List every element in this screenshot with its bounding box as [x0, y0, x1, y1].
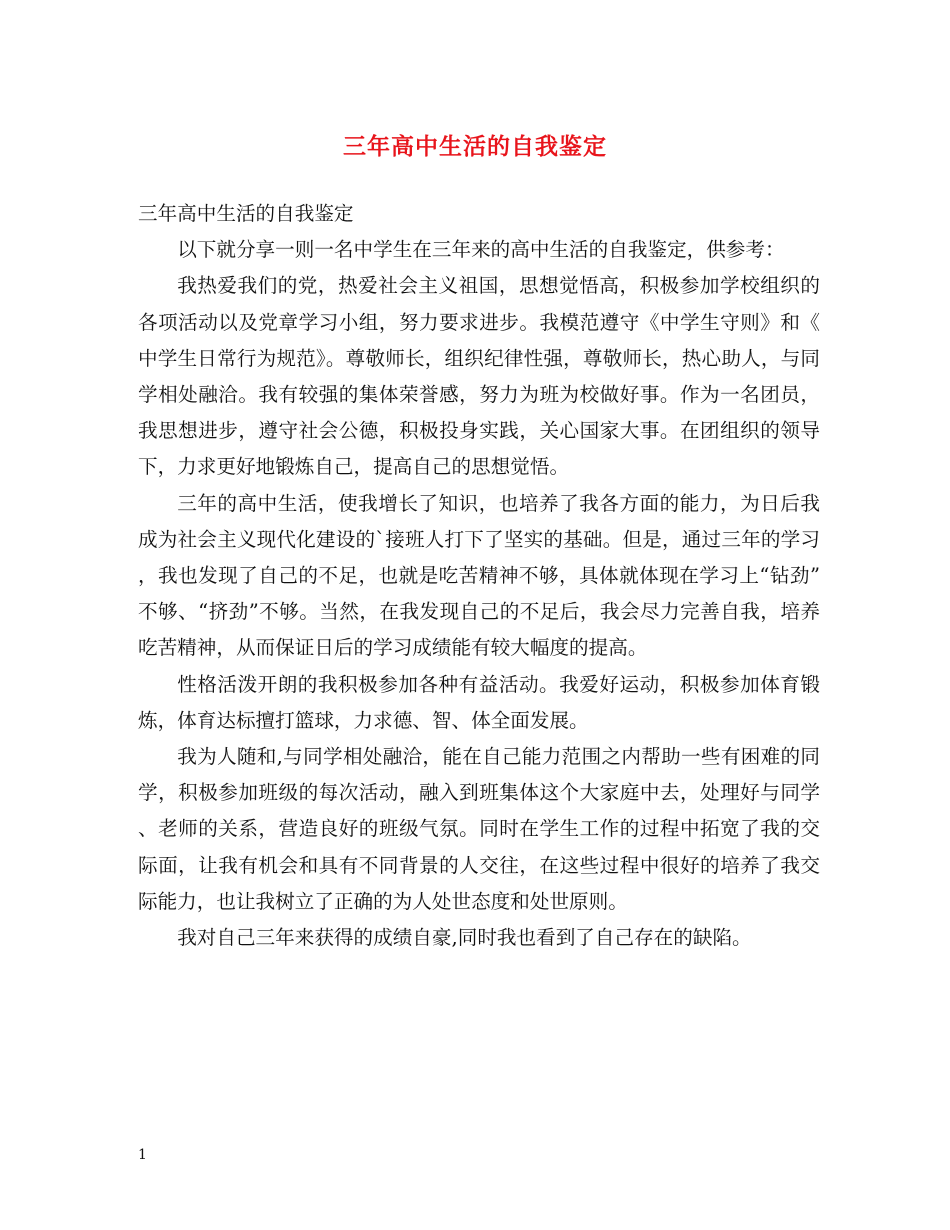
paragraph-relationships: 我为人随和,与同学相处融洽，能在自己能力范围之内帮助一些有困难的同学，积极参加班级的每次活动，融入到班集体这个大家庭中去，处理好与同学、老师的关系，营造良好的班级气氛。同时在学生工作的过程中拓宽了我的交际面，让我有机会和具有不同背景的人交往，在这些过程中很好的培养了我交际能力，也让我树立了正确的为人处世态度和处世原则。 — [138, 745, 820, 913]
document-body — [138, 196, 820, 956]
page-number: 1 — [138, 1147, 147, 1163]
paragraph-political: 我热爱我们的党，热爱社会主义祖国，思想觉悟高，积极参加学校组织的各项活动以及党章学习小组，努力要求进步。我模范遵守《中学生守则》和《中学生日常行为规范》。尊敬师长，组织纪律性强，尊敬师长，热心助人，与同学相处融洽。我有较强的集体荣誉感，努力为班为校做好事。作为一名团员，我思想进步，遵守社会公德，积极投身实践，关心国家大事。在团组织的领导下，力求更好地锻炼自己，提高自己的思想觉悟。 — [138, 274, 820, 479]
intro-paragraph: 以下就分享一则一名中学生在三年来的高中生活的自我鉴定，供参考： — [177, 238, 785, 262]
paragraph-study: 三年的高中生活，使我增长了知识，也培养了我各方面的能力，为日后我成为社会主义现代化建设的`接班人打下了坚实的基础。但是，通过三年的学习，我也发现了自己的不足，也就是吃苦精神不够，具体就体现在学习上“钻劲”不够、“挤劲”不够。当然，在我发现自己的不足后，我会尽力完善自我，培养吃苦精神，从而保证日后的学习成绩能有较大幅度的提高。 — [138, 491, 820, 660]
subtitle-line: 三年高中生活的自我鉴定 — [138, 202, 354, 225]
paragraph-conclusion: 我对自己三年来获得的成绩自豪,同时我也看到了自己存在的缺陷。 — [177, 926, 752, 950]
document-title: 三年高中生活的自我鉴定 — [343, 133, 607, 160]
paragraph-activities: 性格活泼开朗的我积极参加各种有益活动。我爱好运动，积极参加体育锻炼，体育达标擅打篮球，力求德、智、体全面发展。 — [138, 672, 820, 732]
